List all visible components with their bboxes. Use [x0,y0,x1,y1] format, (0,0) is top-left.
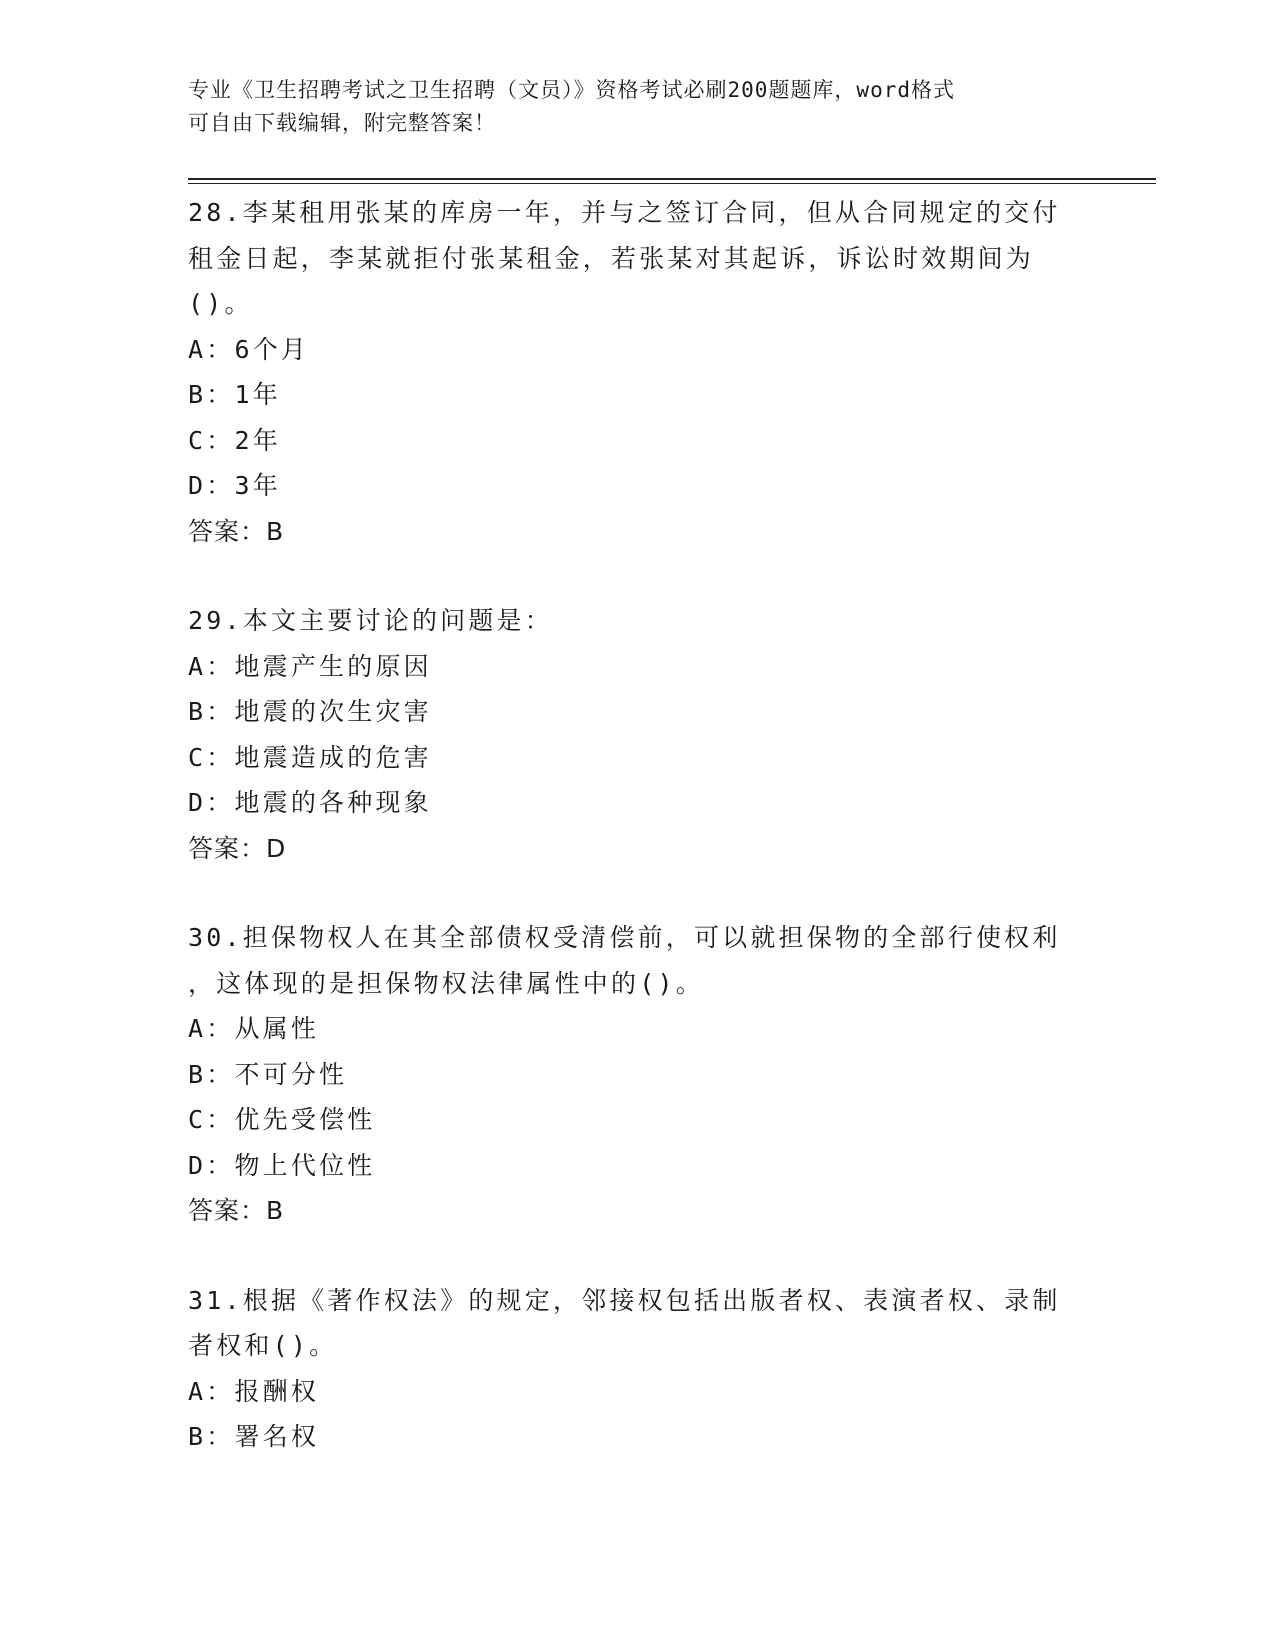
question-stem-line: 28.李某租用张某的库房一年，并与之签订合同，但从合同规定的交付 [188,198,1061,227]
option-a: A：报酬权 [188,1376,320,1406]
question-stem-line: 31.根据《著作权法》的规定，邻接权包括出版者权、表演者权、录制 [188,1285,1061,1315]
option-b: B：地震的次生灾害 [188,697,432,726]
option-a: A：6个月 [188,334,310,364]
option-a: A：地震产生的原因 [188,651,432,681]
option-b: B：1年 [188,380,281,409]
question-30 [188,915,1088,1234]
header-line-1: 专业《卫生招聘考试之卫生招聘（文员）》资格考试必刷200题题库，word格式 [188,78,955,102]
option-d: D：地震的各种现象 [188,788,432,817]
question-list [188,190,1088,1504]
option-c: C：优先受偿性 [188,1105,376,1134]
option-d: D：物上代位性 [188,1150,376,1180]
header-divider-thin [188,183,1156,184]
question-stem-line: 者权和()。 [188,1331,338,1360]
question-stem-line: 29.本文主要讨论的问题是： [188,606,553,635]
option-b: B：署名权 [188,1422,320,1451]
option-d: D：3年 [188,471,281,500]
header-line-2: 可自由下载编辑，附完整答案！ [188,111,496,135]
answer-line: 答案：D [188,833,287,863]
question-31 [188,1278,1088,1460]
question-stem-line: 租金日起，李某就拒付张某租金，若张某对其起诉，诉讼时效期间为 [188,243,1035,273]
option-c: C：2年 [188,425,281,455]
option-a: A：从属性 [188,1014,320,1043]
document-header [188,74,1088,140]
header-divider-thick [188,178,1156,180]
question-stem-line: ()。 [188,289,253,318]
question-28 [188,190,1088,554]
option-c: C：地震造成的危害 [188,742,432,772]
answer-line: 答案：B [188,1196,285,1225]
answer-line: 答案：B [188,516,285,546]
question-29 [188,598,1088,871]
option-b: B：不可分性 [188,1059,348,1089]
question-stem-line: ，这体现的是担保物权法律属性中的()。 [188,968,704,998]
question-stem-line: 30.担保物权人在其全部债权受清偿前，可以就担保物的全部行使权利 [188,923,1061,952]
